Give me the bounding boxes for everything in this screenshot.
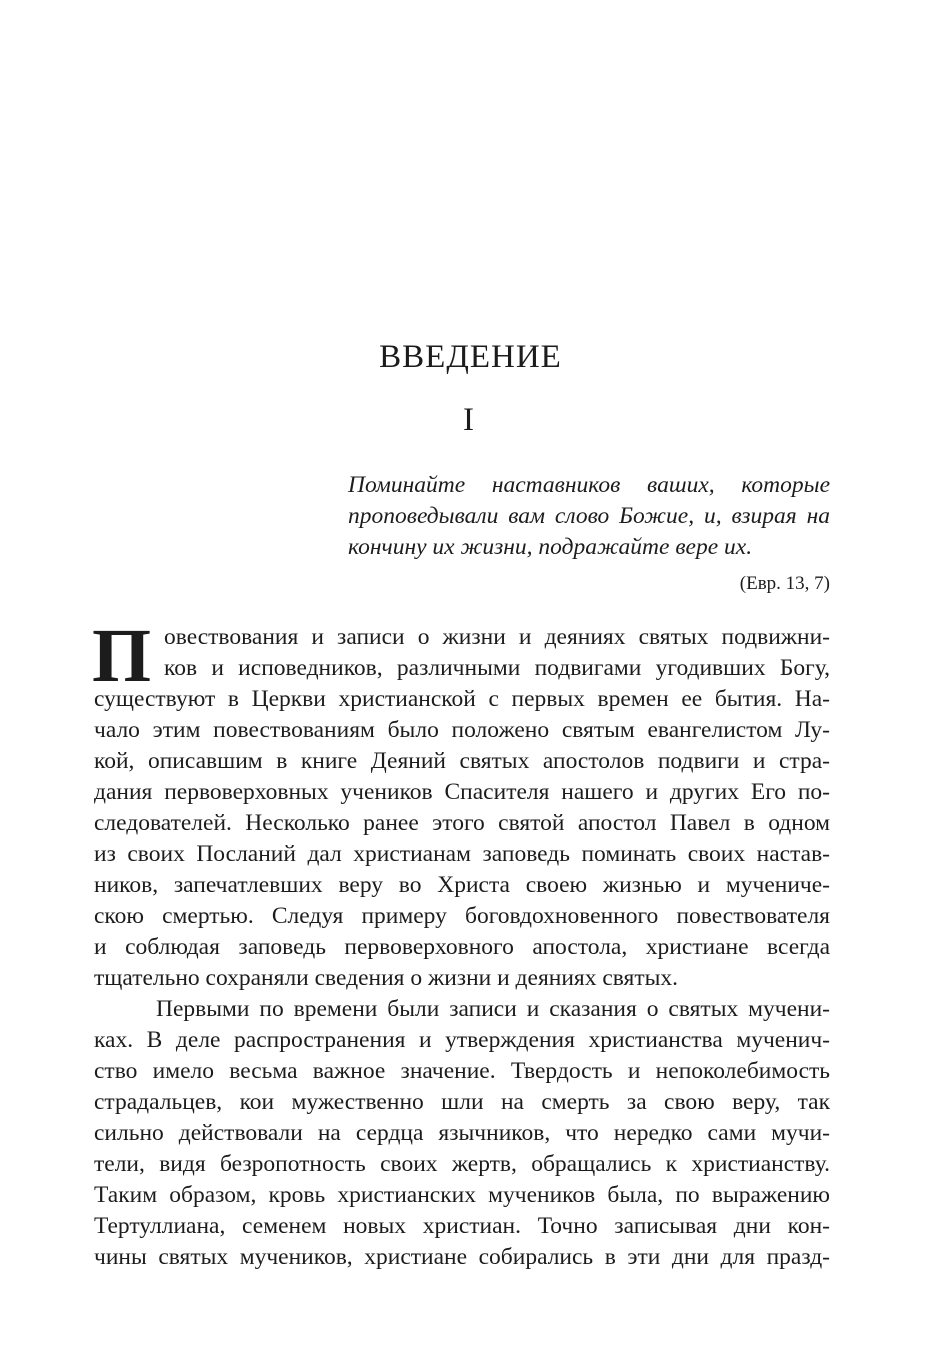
text-line: существуют в Церкви христианской с первых времен ее бытия. На- [94, 686, 830, 712]
text-line: Первыми по времени были записи и сказания о святых мучени- [156, 996, 830, 1022]
text-line: овествования и записи о жизни и деяниях святых подвижни- [164, 624, 830, 650]
text-line: сильно действовали на сердца язычников, что нередко сами мучи- [94, 1120, 830, 1146]
text-line: ков и исповедников, различными подвигами угодивших Богу, [164, 655, 830, 681]
section-number: I [463, 402, 474, 438]
page-title: ВВЕДЕНИЕ [379, 339, 562, 375]
epigraph-line: Поминайте наставников ваших, которые [348, 472, 830, 498]
text-line: Таким образом, кровь христианских мучеников была, по выражению [94, 1182, 830, 1208]
text-line: ство имело весьма важное значение. Твердость и непоколебимость [94, 1058, 830, 1084]
text-line: следователей. Несколько ранее этого святой апостол Павел в одном [94, 810, 830, 836]
text-line: чины святых мучеников, христиане собирались в эти дни для празд- [94, 1244, 830, 1270]
text-line: страдальцев, кои мужественно шли на смерть за свою веру, так [94, 1089, 830, 1115]
epigraph-line: проповедывали вам слово Божие, и, взирая на [348, 503, 830, 529]
text-line: тели, видя безропотность своих жертв, обращались к христианству. [94, 1151, 830, 1177]
text-line: ках. В деле распространения и утверждения христианства мученич- [94, 1027, 830, 1053]
drop-cap: П [92, 614, 152, 698]
epigraph-line: кончину их жизни, подражайте вере их. [348, 534, 753, 560]
epigraph [348, 470, 830, 563]
text-line: тщательно сохраняли сведения о жизни и деяниях святых. [94, 965, 679, 991]
epigraph-reference: (Евр. 13, 7) [739, 573, 830, 594]
text-line: кой, описавшим в книге Деяний святых апостолов подвиги и стра- [94, 748, 830, 774]
text-line: из своих Посланий дал христианам заповедь поминать своих настав- [94, 841, 830, 867]
text-line: дания первоверховных учеников Спасителя нашего и других Его по- [94, 779, 830, 805]
text-line: ников, запечатлевших веру во Христа своею жизнью и мучениче- [94, 872, 830, 898]
text-line: чало этим повествованиям было положено святым евангелистом Лу- [94, 717, 830, 743]
text-line: скою смертью. Следуя примеру боговдохновенного повествователя [94, 903, 830, 929]
text-line: Тертуллиана, семенем новых христиан. Точно записывая дни кон- [94, 1213, 830, 1239]
body-text [92, 614, 830, 1273]
text-line: и соблюдая заповедь первоверховного апостола, христиане всегда [94, 934, 830, 960]
